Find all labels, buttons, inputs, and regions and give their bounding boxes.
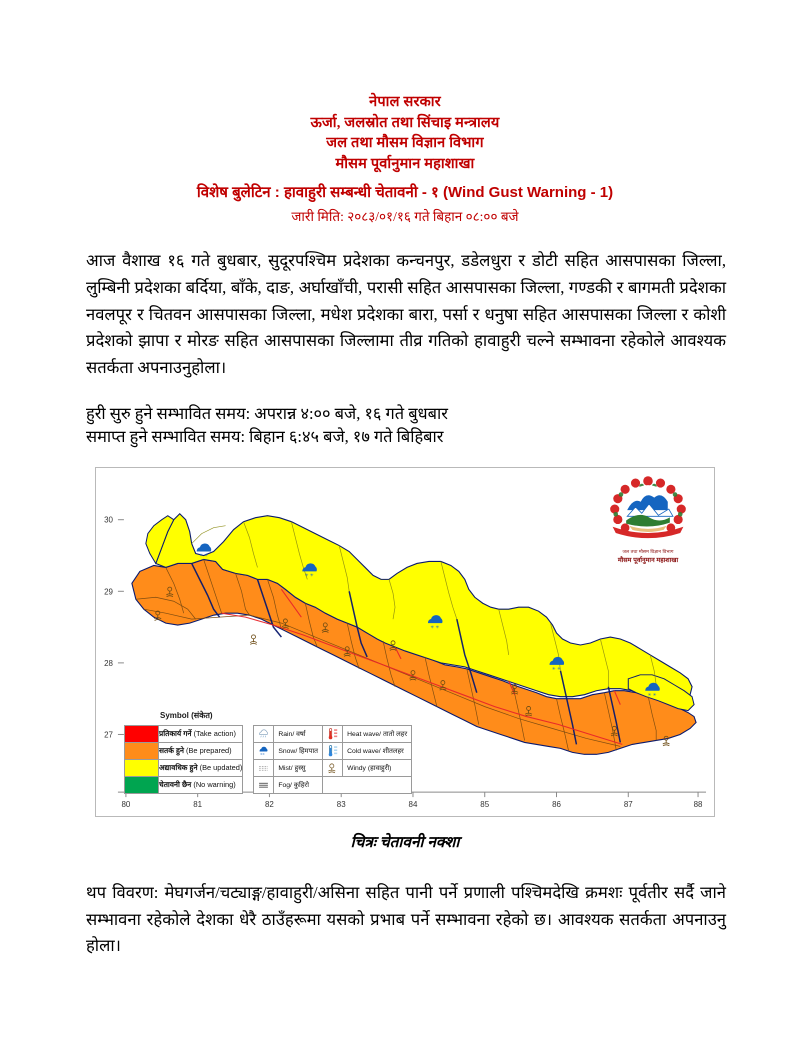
rain-icon: [254, 725, 274, 742]
legend-label-np-2: अद्यावधिक हुने: [159, 762, 198, 772]
legend-label-en-0: (Take action): [193, 728, 236, 738]
bulletin-issue-date: जारी मिति: २०८३/०१/१६ गते बिहान ०८:०० बजे: [291, 208, 519, 224]
logo-caption-division: मौसम पूर्वानुमान महाशाखा: [617, 557, 679, 565]
legend-row-be-prepared: [125, 742, 243, 759]
svg-text:87: 87: [623, 799, 633, 809]
windy-icon: [323, 759, 343, 776]
dhm-emblem-icon: [596, 474, 700, 548]
svg-text:29: 29: [104, 587, 113, 597]
svg-text:86: 86: [552, 799, 561, 809]
fog-icon: [254, 776, 274, 793]
header-line-ministry: ऊर्जा, जलस्रोत तथा सिंचाइ मन्त्रालय: [310, 114, 500, 131]
legend-empty-cell-label: [343, 776, 412, 793]
legend-label-np-3: चेतावनी छैन: [159, 779, 192, 789]
header-line-government: नेपाल सरकार: [369, 94, 441, 110]
wind-end-time: समाप्त हुने सम्भावित समय: बिहान ६:४५ बजे, १७ गते बिहिबार: [86, 427, 444, 447]
figure-caption: चित्रः चेतावनी नक्शा: [350, 833, 460, 851]
map-legend: [124, 710, 412, 794]
legend-row-no-warning: [125, 776, 243, 793]
header-line-department: जल तथा मौसम विज्ञान विभाग: [326, 135, 484, 152]
svg-text:30: 30: [104, 515, 113, 525]
svg-text:27: 27: [104, 730, 113, 740]
additional-details-paragraph: थप विवरण: मेघगर्जन/चट्याङ्ग/हावाहुरी/असिना सहित पानी पर्ने प्रणाली पश्चिमदेखि क्रमशः पूर्वतीर सर्दै जाने सम्भावना रहेकोले देशका धेरै ठाउँहरूमा यसको प्रभाब पर्ने सम्भावना रहेको छ। आवश्यक सतर्कता अपनाउनु होला।: [86, 882, 726, 956]
legend-title: Symbol (संकेत): [160, 710, 213, 720]
legend-symbol-row-rain: [254, 725, 412, 742]
legend-swatch-green: [125, 776, 159, 793]
legend-symbol-label-cold-wave: Cold wave/ शीतलहर: [343, 742, 412, 759]
legend-symbol-label-windy: Windy (हावाहुरी): [343, 759, 412, 776]
svg-text:✳✳: ✳✳: [260, 751, 266, 756]
legend-label-en-2: (Be updated): [199, 762, 243, 772]
bulletin-title: विशेष बुलेटिन : हावाहुरी सम्बन्धी चेतावनी - १ (Wind Gust Warning - 1): [196, 184, 614, 202]
legend-symbol-table: [253, 725, 412, 794]
nepal-warning-map: ✳ 80 81 82 83 84 85 86 87 88 27 28 29 30: [96, 468, 714, 816]
legend-symbol-row-mist: [254, 759, 412, 776]
legend-symbol-row-fog: [254, 776, 412, 793]
legend-symbol-row-snow: [254, 742, 412, 759]
svg-text:80: 80: [121, 799, 131, 809]
legend-label-np-1: सतर्क हुने: [159, 745, 184, 755]
legend-symbol-label-heat-wave: Heat wave/ तातो लहर: [343, 725, 412, 742]
warning-map-figure: [0, 467, 810, 852]
timing-block: [86, 402, 726, 449]
heat-wave-icon: [323, 725, 343, 742]
map-frame: [91, 467, 715, 817]
legend-label-en-3: (No warning): [193, 779, 236, 789]
snow-icon: [254, 742, 274, 759]
legend-swatch-yellow: [125, 759, 159, 776]
legend-label-np-0: प्रतिकार्य गर्ने: [159, 728, 192, 738]
svg-text:82: 82: [265, 799, 274, 809]
header-line-division: मौसम पूर्वानुमान महाशाखा: [335, 155, 475, 172]
logo-caption-department: जल तथा मौसम विज्ञान विभाग: [622, 549, 674, 555]
legend-severity-table: [124, 725, 243, 794]
dhm-logo: [596, 474, 700, 564]
legend-swatch-red: [125, 725, 159, 742]
svg-text:85: 85: [480, 799, 490, 809]
wind-start-time: हुरी सुरु हुने सम्भावित समय: अपरान्न ४:०० बजे, १६ गते बुधबार: [86, 404, 448, 424]
legend-empty-cell-icon: [323, 776, 343, 793]
legend-symbol-label-fog: Fog/ कुहिरो: [274, 776, 323, 793]
legend-symbol-label-snow: Snow/ हिमपात: [274, 742, 323, 759]
legend-row-take-action: [125, 725, 243, 742]
document-header: [0, 0, 810, 226]
cold-wave-icon: [323, 742, 343, 759]
legend-row-be-updated: [125, 759, 243, 776]
legend-label-en-1: (Be prepared): [186, 745, 232, 755]
svg-text:84: 84: [408, 799, 418, 809]
legend-swatch-orange: [125, 742, 159, 759]
legend-symbol-label-mist: Mist/ हुस्सु: [274, 759, 323, 776]
legend-symbol-label-rain: Rain/ वर्षा: [274, 725, 323, 742]
mist-icon: [254, 759, 274, 776]
main-advisory-paragraph: आज वैशाख १६ गते बुधबार, सुदूरपश्चिम प्रदेशका कन्चनपुर, डडेलधुरा र डोटी सहित आसपासका जिल्ला, लुम्बिनी प्रदेशका बर्दिया, बाँके, दाङ, अर्घाखाँची, परासी सहित आसपासका जिल्ला, गण्डकी र बागमती प्रदेशका नवलपूर र चितवन आसपासका जिल्ला, मधेश प्रदेशका बारा, पर्सा र धनुषा सहित आसपासका जिल्ला र कोशी प्रदेशको झापा र मोरङ सहित आसपासका जिल्लामा तीव्र गतिको हावाहुरी चल्ने सम्भावना रहेकोले आवश्यक सतर्कता अपनाउनुहोला।: [86, 250, 726, 378]
svg-text:81: 81: [193, 799, 203, 809]
svg-text:28: 28: [104, 658, 113, 668]
svg-text:88: 88: [693, 799, 703, 809]
svg-text:83: 83: [336, 799, 346, 809]
